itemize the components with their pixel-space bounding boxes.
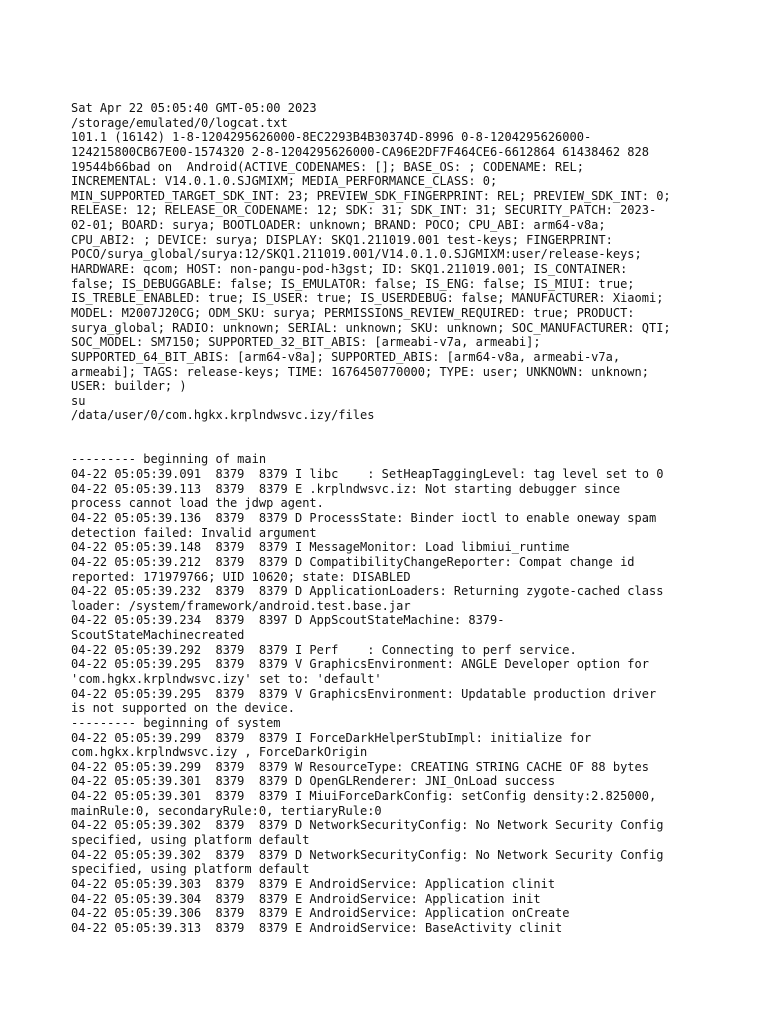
log-line: 04-22 05:05:39.302 8379 8379 D NetworkSecurityConfig: No Network Security Config bbox=[71, 818, 664, 833]
blank-line bbox=[71, 438, 711, 453]
device-info-line: HARDWARE: qcom; HOST: non-pangu-pod-h3gst; ID: SKQ1.211019.001; IS_CONTAINER: bbox=[71, 262, 628, 277]
log-line: specified, using platform default bbox=[71, 862, 310, 877]
blank-line bbox=[71, 423, 711, 438]
log-line: process cannot load the jdwp agent. bbox=[71, 496, 324, 511]
log-line: 04-22 05:05:39.113 8379 8379 E .krplndwsvc.iz: Not starting debugger since bbox=[71, 481, 621, 496]
log-timestamp: Sat Apr 22 05:05:40 GMT-05:00 2023 bbox=[71, 101, 317, 115]
device-info-line: 101.1 (16142) 1-8-1204295626000-8EC2293B4B30374D-8996 0-8-1204295626000- bbox=[71, 130, 592, 145]
device-info-line: armeabi]; TAGS: release-keys; TIME: 1676450770000; TYPE: user; UNKNOWN: unknown; bbox=[71, 364, 649, 379]
device-info-line: USER: builder; ) bbox=[71, 379, 187, 394]
device-info-line: POCO/surya_global/surya:12/SKQ1.211019.001/V14.0.1.0.SJGMIXM:user/release-keys; bbox=[71, 247, 642, 262]
device-info-line: surya_global; RADIO: unknown; SERIAL: unknown; SKU: unknown; SOC_MANUFACTURER: QTI; bbox=[71, 320, 671, 335]
log-line: 04-22 05:05:39.212 8379 8379 D CompatibilityChangeReporter: Compat change id bbox=[71, 554, 635, 569]
device-info-block bbox=[71, 130, 711, 394]
log-line: detection failed: Invalid argument bbox=[71, 525, 317, 540]
log-entries bbox=[71, 452, 711, 935]
log-line: 'com.hgkx.krplndwsvc.izy' set to: 'default' bbox=[71, 671, 382, 686]
log-line: 04-22 05:05:39.306 8379 8379 E AndroidService: Application onCreate bbox=[71, 906, 570, 921]
log-line: 04-22 05:05:39.301 8379 8379 D OpenGLRenderer: JNI_OnLoad success bbox=[71, 774, 556, 789]
log-line: mainRule:0, secondaryRule:0, tertiaryRule:0 bbox=[71, 803, 382, 818]
device-info-line: INCREMENTAL: V14.0.1.0.SJGMIXM; MEDIA_PERFORMANCE_CLASS: 0; bbox=[71, 174, 498, 189]
log-section-marker: --------- beginning of system bbox=[71, 715, 281, 730]
log-line: 04-22 05:05:39.301 8379 8379 I MiuiForceDarkConfig: setConfig density:2.825000, bbox=[71, 789, 657, 804]
device-info-line: CPU_ABI2: ; DEVICE: surya; DISPLAY: SKQ1.211019.001 test-keys; FINGERPRINT: bbox=[71, 232, 613, 247]
log-line: reported: 171979766; UID 10620; state: DISABLED bbox=[71, 569, 411, 584]
device-info-line: SUPPORTED_64_BIT_ABIS: [arm64-v8a]; SUPPORTED_ABIS: [arm64-v8a, armeabi-v7a, bbox=[71, 349, 621, 364]
device-info-line: 02-01; BOARD: surya; BOOTLOADER: unknown; BRAND: POCO; CPU_ABI: arm64-v8a; bbox=[71, 218, 606, 233]
log-line: ScoutStateMachinecreated bbox=[71, 628, 245, 643]
device-info-line: 19544b66bad on Android(ACTIVE_CODENAMES: []; BASE_OS: ; CODENAME: REL; bbox=[71, 159, 584, 174]
log-line: 04-22 05:05:39.313 8379 8379 E AndroidService: BaseActivity clinit bbox=[71, 920, 563, 935]
shell-command: su bbox=[71, 393, 86, 408]
device-info-line: 124215800CB67E00-1574320 2-8-1204295626000-CA96E2DF7F464CE6-6612864 61438462 828 bbox=[71, 144, 649, 159]
log-line: 04-22 05:05:39.091 8379 8379 I libc : SetHeapTaggingLevel: tag level set to 0 bbox=[71, 467, 664, 482]
log-line: 04-22 05:05:39.234 8379 8397 D AppScoutStateMachine: 8379- bbox=[71, 613, 505, 628]
device-info-line: RELEASE: 12; RELEASE_OR_CODENAME: 12; SDK: 31; SDK_INT: 31; SECURITY_PATCH: 2023- bbox=[71, 203, 657, 218]
log-line: 04-22 05:05:39.303 8379 8379 E AndroidService: Application clinit bbox=[71, 876, 556, 891]
log-line: 04-22 05:05:39.232 8379 8379 D ApplicationLoaders: Returning zygote-cached class bbox=[71, 584, 664, 599]
files-path: /data/user/0/com.hgkx.krplndwsvc.izy/files bbox=[71, 408, 375, 423]
log-line: 04-22 05:05:39.302 8379 8379 D NetworkSecurityConfig: No Network Security Config bbox=[71, 847, 664, 862]
device-info-line: MODEL: M2007J20CG; ODM_SKU: surya; PERMISSIONS_REVIEW_REQUIRED: true; PRODUCT: bbox=[71, 305, 635, 320]
log-line: 04-22 05:05:39.304 8379 8379 E AndroidService: Application init bbox=[71, 891, 541, 906]
log-line: 04-22 05:05:39.295 8379 8379 V GraphicsEnvironment: Updatable production driver bbox=[71, 686, 657, 701]
log-line: 04-22 05:05:39.292 8379 8379 I Perf : Connecting to perf service. bbox=[71, 642, 577, 657]
log-line: loader: /system/framework/android.test.base.jar bbox=[71, 598, 411, 613]
log-line: 04-22 05:05:39.148 8379 8379 I MessageMonitor: Load libmiui_runtime bbox=[71, 540, 570, 555]
logcat-document bbox=[71, 101, 711, 936]
log-line: is not supported on the device. bbox=[71, 701, 295, 716]
device-info-line: MIN_SUPPORTED_TARGET_SDK_INT: 23; PREVIEW_SDK_FINGERPRINT: REL; PREVIEW_SDK_INT: 0; bbox=[71, 188, 671, 203]
device-info-line: SOC_MODEL: SM7150; SUPPORTED_32_BIT_ABIS: [armeabi-v7a, armeabi]; bbox=[71, 335, 541, 350]
log-file-path: /storage/emulated/0/logcat.txt bbox=[71, 115, 288, 130]
log-line: 04-22 05:05:39.295 8379 8379 V GraphicsEnvironment: ANGLE Developer option for bbox=[71, 657, 649, 672]
log-line: com.hgkx.krplndwsvc.izy , ForceDarkOrigin bbox=[71, 745, 368, 760]
log-line: 04-22 05:05:39.136 8379 8379 D ProcessState: Binder ioctl to enable oneway spam bbox=[71, 510, 657, 525]
log-section-marker: --------- beginning of main bbox=[71, 452, 267, 467]
log-line: 04-22 05:05:39.299 8379 8379 W ResourceType: CREATING STRING CACHE OF 88 bytes bbox=[71, 759, 649, 774]
log-line: specified, using platform default bbox=[71, 833, 310, 848]
device-info-line: IS_TREBLE_ENABLED: true; IS_USER: true; IS_USERDEBUG: false; MANUFACTURER: Xiaomi; bbox=[71, 291, 664, 306]
device-info-line: false; IS_DEBUGGABLE: false; IS_EMULATOR: false; IS_ENG: false; IS_MIUI: true; bbox=[71, 276, 635, 291]
log-line: 04-22 05:05:39.299 8379 8379 I ForceDarkHelperStubImpl: initialize for bbox=[71, 730, 592, 745]
